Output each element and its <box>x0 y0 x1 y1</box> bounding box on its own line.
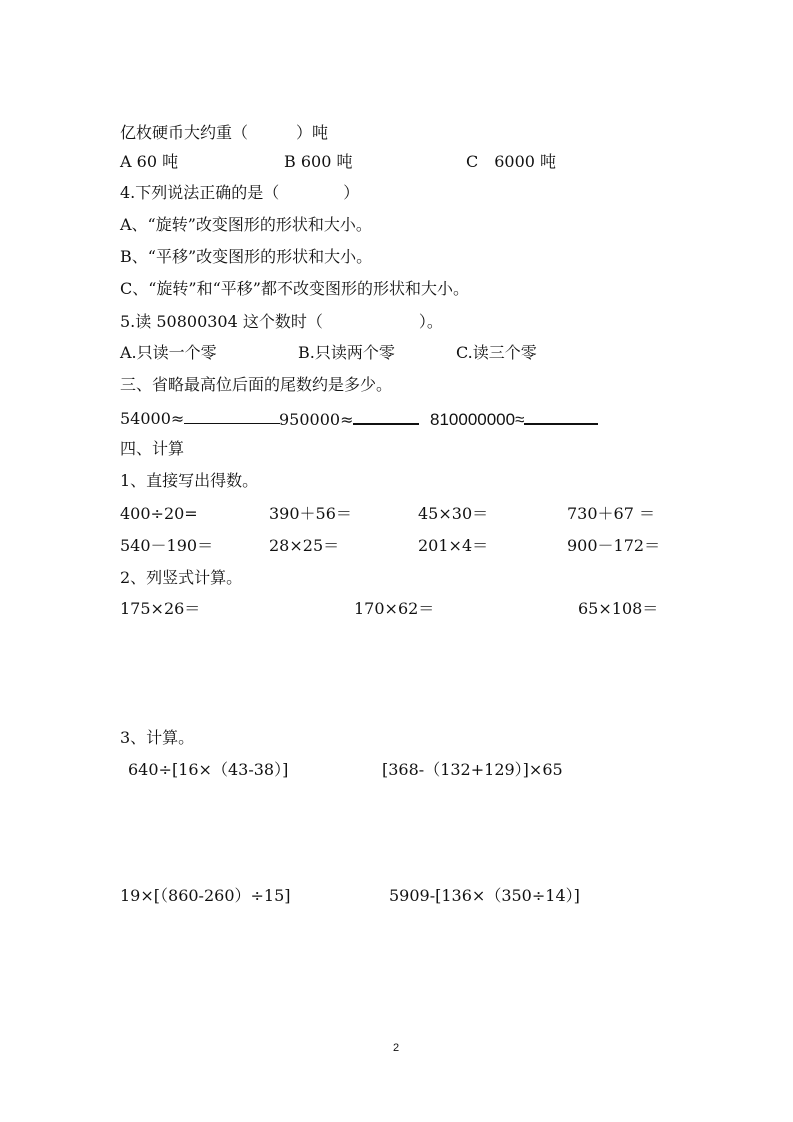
answer-blank <box>524 409 598 425</box>
oral-calc-1-4: 730＋67 ＝ <box>567 504 655 523</box>
rounding-item-3 <box>430 409 598 430</box>
question-4-stem: 4.下列说法正确的是（ ） <box>120 183 360 202</box>
question-5-option-c: C.读三个零 <box>456 343 537 362</box>
mixed-calc-4: 5909-[136×（350÷14）] <box>389 886 580 905</box>
mixed-calc-2: [368-（132+129）]×65 <box>382 760 563 779</box>
oral-calc-1-1: 400÷20= <box>120 504 198 523</box>
question-3-option-b: B 600 吨 <box>284 152 353 171</box>
oral-calc-2-4: 900－172＝ <box>567 536 661 555</box>
section-4-title: 四、计算 <box>120 439 185 458</box>
rounding-item-1-label: 54000≈ <box>120 409 185 428</box>
oral-calc-2-1: 540－190＝ <box>120 536 214 555</box>
oral-calc-1-2: 390＋56＝ <box>269 504 352 523</box>
subsection-2-title: 2、列竖式计算。 <box>120 568 243 587</box>
oral-calc-1-3: 45×30＝ <box>418 504 489 523</box>
oral-calc-2-2: 28×25＝ <box>269 536 340 555</box>
vertical-calc-1: 175×26＝ <box>120 599 201 618</box>
question-5-stem: 5.读 50800304 这个数时（ ）。 <box>120 312 443 331</box>
question-4-option-b: B、“平移”改变图形的形状和大小。 <box>120 247 373 266</box>
question-3-continuation: 亿枚硬币大约重（ ）吨 <box>120 123 329 142</box>
vertical-calc-3: 65×108＝ <box>578 599 659 618</box>
oral-calc-2-3: 201×4＝ <box>418 536 489 555</box>
question-3-option-a: A 60 吨 <box>120 152 179 171</box>
answer-blank <box>353 409 419 425</box>
rounding-item-2 <box>279 409 419 430</box>
subsection-3-title: 3、计算。 <box>120 728 195 747</box>
answer-blank <box>184 409 280 424</box>
rounding-item-3-label: 810000000≈ <box>430 410 525 429</box>
section-3-title: 三、省略最高位后面的尾数约是多少。 <box>120 375 393 394</box>
question-4-option-c: C、“旋转”和“平移”都不改变图形的形状和大小。 <box>120 279 469 298</box>
vertical-calc-2: 170×62＝ <box>354 599 435 618</box>
question-4-option-a: A、“旋转”改变图形的形状和大小。 <box>120 215 372 234</box>
rounding-item-1 <box>120 409 280 429</box>
mixed-calc-3: 19×[（860-260）÷15] <box>120 886 291 905</box>
page-number: 2 <box>393 1042 400 1054</box>
question-3-option-c: C 6000 吨 <box>466 152 557 171</box>
mixed-calc-1: 640÷[16×（43-38）] <box>128 760 289 779</box>
subsection-1-title: 1、直接写出得数。 <box>120 471 259 490</box>
question-5-option-b: B.只读两个零 <box>298 343 395 362</box>
question-5-option-a: A.只读一个零 <box>120 343 217 362</box>
rounding-item-2-label: 950000≈ <box>279 410 354 429</box>
